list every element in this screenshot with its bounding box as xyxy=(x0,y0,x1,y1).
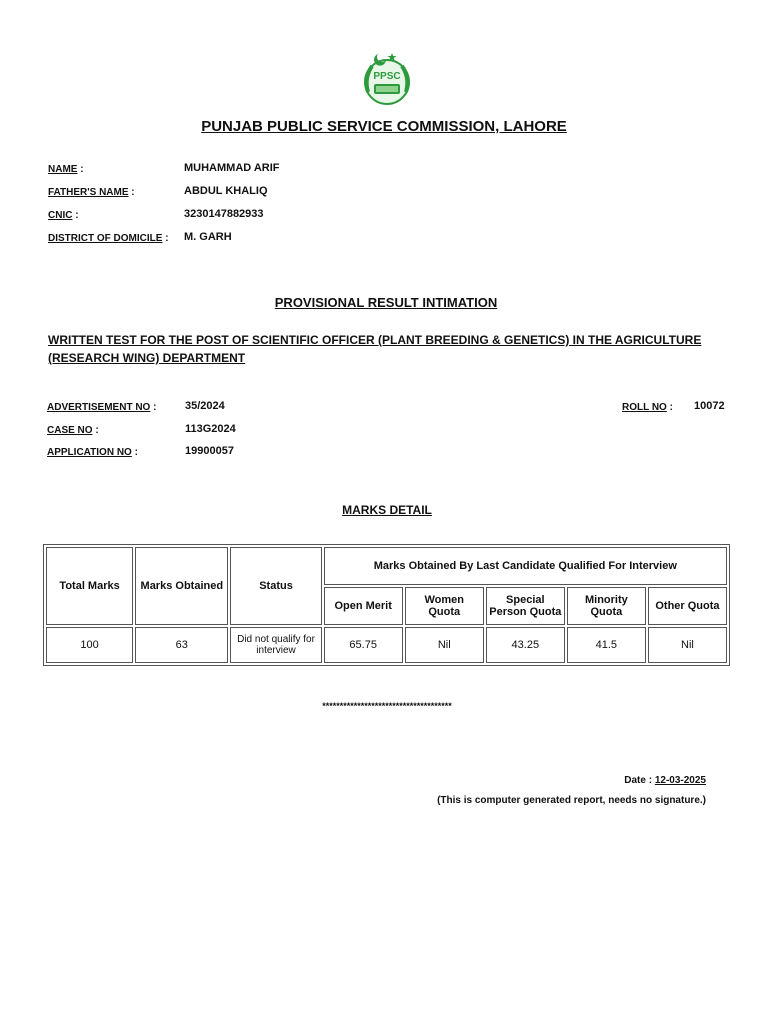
application-value: 19900057 xyxy=(185,445,234,457)
header-last-candidate-group: Marks Obtained By Last Candidate Qualified For Interview xyxy=(324,547,727,585)
cell-special-person-quota: 43.25 xyxy=(486,627,565,663)
cell-total-marks: 100 xyxy=(46,627,133,663)
header-special-person-quota: Special Person Quota xyxy=(486,587,565,625)
case-value: 113G2024 xyxy=(185,423,236,435)
header-open-merit: Open Merit xyxy=(324,587,403,625)
computer-generated-note: (This is computer generated report, needs no signature.) xyxy=(437,795,706,806)
application-label: APPLICATION NO : xyxy=(47,447,138,458)
roll-label: ROLL NO : xyxy=(622,402,673,413)
marks-table xyxy=(43,544,730,666)
father-name-value: ABDUL KHALIQ xyxy=(184,185,268,197)
cell-other-quota: Nil xyxy=(648,627,727,663)
separator: ************************************* xyxy=(322,701,452,711)
header-minority-quota: Minority Quota xyxy=(567,587,646,625)
ppsc-emblem-icon xyxy=(356,48,418,110)
ppsc-logo xyxy=(356,48,418,110)
report-date: Date : 12-03-2025 xyxy=(624,775,706,786)
page-title: PUNJAB PUBLIC SERVICE COMMISSION, LAHORE xyxy=(201,118,567,135)
cell-women-quota: Nil xyxy=(405,627,484,663)
cell-minority-quota: 41.5 xyxy=(567,627,646,663)
result-title: PROVISIONAL RESULT INTIMATION xyxy=(274,295,498,310)
header-status: Status xyxy=(230,547,321,625)
cnic-label: CNIC : xyxy=(48,210,79,221)
case-label: CASE NO : xyxy=(47,425,99,436)
header-total-marks: Total Marks xyxy=(46,547,133,625)
father-name-label: FATHER'S NAME : xyxy=(48,187,135,198)
post-title: WRITTEN TEST FOR THE POST OF SCIENTIFIC OFFICER (PLANT BREEDING & GENETICS) IN THE AGRICULTURE (RESEARCH WING) DEPARTMENT xyxy=(48,333,702,365)
cell-status: Did not qualify for interview xyxy=(230,627,321,663)
domicile-value: M. GARH xyxy=(184,231,232,243)
header-other-quota: Other Quota xyxy=(648,587,727,625)
domicile-label: DISTRICT OF DOMICILE : xyxy=(48,233,169,244)
cell-open-merit: 65.75 xyxy=(324,627,403,663)
table-row xyxy=(46,627,727,663)
name-label: NAME : xyxy=(48,164,84,175)
name-value: MUHAMMAD ARIF xyxy=(184,162,280,174)
header-women-quota: Women Quota xyxy=(405,587,484,625)
advertisement-label: ADVERTISEMENT NO : xyxy=(47,402,157,413)
advertisement-value: 35/2024 xyxy=(185,400,225,412)
logo-text: PPSC xyxy=(373,71,401,82)
cell-marks-obtained: 63 xyxy=(135,627,228,663)
header-marks-obtained: Marks Obtained xyxy=(135,547,228,625)
marks-detail-title: MARKS DETAIL xyxy=(342,503,432,517)
roll-value: 10072 xyxy=(694,400,725,412)
cnic-value: 3230147882933 xyxy=(184,208,264,220)
